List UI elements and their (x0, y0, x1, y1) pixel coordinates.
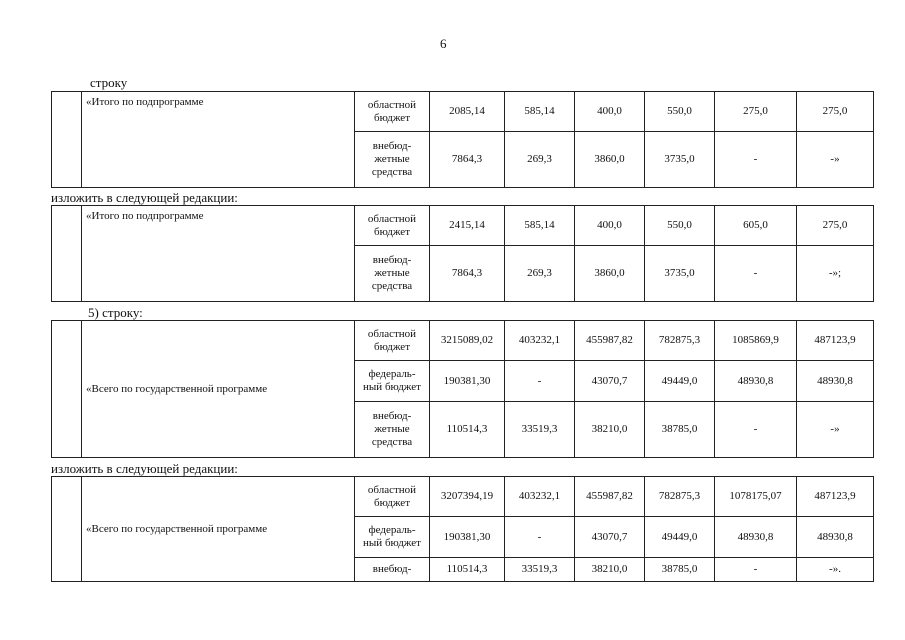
amount-cell: 455987,82 (575, 321, 645, 361)
funding-source-cell: внебюд- жетные средства (355, 132, 430, 188)
program-name-cell: «Всего по государственной программе (82, 321, 355, 458)
amount-cell: 2415,14 (430, 206, 505, 246)
amount-cell: 49449,0 (645, 517, 715, 558)
funding-source-cell: внебюд- жетные средства (355, 402, 430, 458)
budget-table-2 (51, 205, 874, 302)
budget-row (52, 206, 874, 246)
row-number-cell (52, 321, 82, 458)
amount-cell: 487123,9 (797, 477, 874, 517)
section-1-intro: строку (90, 75, 128, 90)
amount-cell: 3860,0 (575, 246, 645, 302)
funding-source-cell: внебюд- жетные средства (355, 246, 430, 302)
amount-cell: -» (797, 402, 874, 458)
amount-cell: 487123,9 (797, 321, 874, 361)
section-3-intro: 5) строку: (88, 305, 143, 320)
amount-cell: 7864,3 (430, 132, 505, 188)
amount-cell: 550,0 (645, 206, 715, 246)
amount-cell: 3207394,19 (430, 477, 505, 517)
amount-cell: 782875,3 (645, 477, 715, 517)
amount-cell: - (715, 402, 797, 458)
budget-row (52, 477, 874, 517)
amount-cell: 1085869,9 (715, 321, 797, 361)
program-name-cell: «Итого по подпрограмме (82, 92, 355, 188)
amount-cell: - (715, 246, 797, 302)
amount-cell: 585,14 (505, 92, 575, 132)
amount-cell: 275,0 (715, 92, 797, 132)
amount-cell: 49449,0 (645, 361, 715, 402)
amount-cell: 269,3 (505, 246, 575, 302)
amount-cell: 43070,7 (575, 361, 645, 402)
amount-cell: 400,0 (575, 206, 645, 246)
amount-cell: 43070,7 (575, 517, 645, 558)
amount-cell: 190381,30 (430, 361, 505, 402)
funding-source-cell: федераль- ный бюджет (355, 361, 430, 402)
amount-cell: 38210,0 (575, 558, 645, 582)
amount-cell: - (715, 132, 797, 188)
amount-cell: -» (797, 132, 874, 188)
amount-cell: 3215089,02 (430, 321, 505, 361)
amount-cell: 190381,30 (430, 517, 505, 558)
amount-cell: 3860,0 (575, 132, 645, 188)
amount-cell: - (715, 558, 797, 582)
amount-cell: 275,0 (797, 92, 874, 132)
page-number: 6 (440, 36, 447, 51)
amount-cell: 38210,0 (575, 402, 645, 458)
amount-cell: 1078175,07 (715, 477, 797, 517)
program-name-cell: «Итого по подпрограмме (82, 206, 355, 302)
row-number-cell (52, 477, 82, 582)
amount-cell: 7864,3 (430, 246, 505, 302)
amount-cell: 3735,0 (645, 132, 715, 188)
amount-cell: 269,3 (505, 132, 575, 188)
amount-cell: - (505, 517, 575, 558)
amount-cell: 605,0 (715, 206, 797, 246)
amount-cell: 48930,8 (797, 517, 874, 558)
funding-source-cell: областной бюджет (355, 321, 430, 361)
amount-cell: 48930,8 (715, 361, 797, 402)
amount-cell: -»; (797, 246, 874, 302)
amount-cell: 3735,0 (645, 246, 715, 302)
section-2-intro: изложить в следующей редакции: (51, 190, 238, 205)
amount-cell: 455987,82 (575, 477, 645, 517)
budget-row (52, 92, 874, 132)
budget-table-3 (51, 320, 874, 458)
funding-source-cell: областной бюджет (355, 206, 430, 246)
amount-cell: 48930,8 (715, 517, 797, 558)
funding-source-cell: внебюд- (355, 558, 430, 582)
amount-cell: 33519,3 (505, 402, 575, 458)
amount-cell: - (505, 361, 575, 402)
row-number-cell (52, 92, 82, 188)
row-number-cell (52, 206, 82, 302)
section-4-intro: изложить в следующей редакции: (51, 461, 238, 476)
budget-table-1 (51, 91, 874, 188)
amount-cell: 403232,1 (505, 477, 575, 517)
funding-source-cell: областной бюджет (355, 477, 430, 517)
amount-cell: 585,14 (505, 206, 575, 246)
amount-cell: -». (797, 558, 874, 582)
funding-source-cell: областной бюджет (355, 92, 430, 132)
amount-cell: 110514,3 (430, 402, 505, 458)
amount-cell: 38785,0 (645, 402, 715, 458)
amount-cell: 110514,3 (430, 558, 505, 582)
amount-cell: 400,0 (575, 92, 645, 132)
amount-cell: 550,0 (645, 92, 715, 132)
amount-cell: 275,0 (797, 206, 874, 246)
program-name-cell: «Всего по государственной программе (82, 477, 355, 582)
amount-cell: 48930,8 (797, 361, 874, 402)
amount-cell: 782875,3 (645, 321, 715, 361)
amount-cell: 403232,1 (505, 321, 575, 361)
funding-source-cell: федераль- ный бюджет (355, 517, 430, 558)
amount-cell: 38785,0 (645, 558, 715, 582)
amount-cell: 2085,14 (430, 92, 505, 132)
budget-table-4 (51, 476, 874, 582)
amount-cell: 33519,3 (505, 558, 575, 582)
budget-row (52, 321, 874, 361)
